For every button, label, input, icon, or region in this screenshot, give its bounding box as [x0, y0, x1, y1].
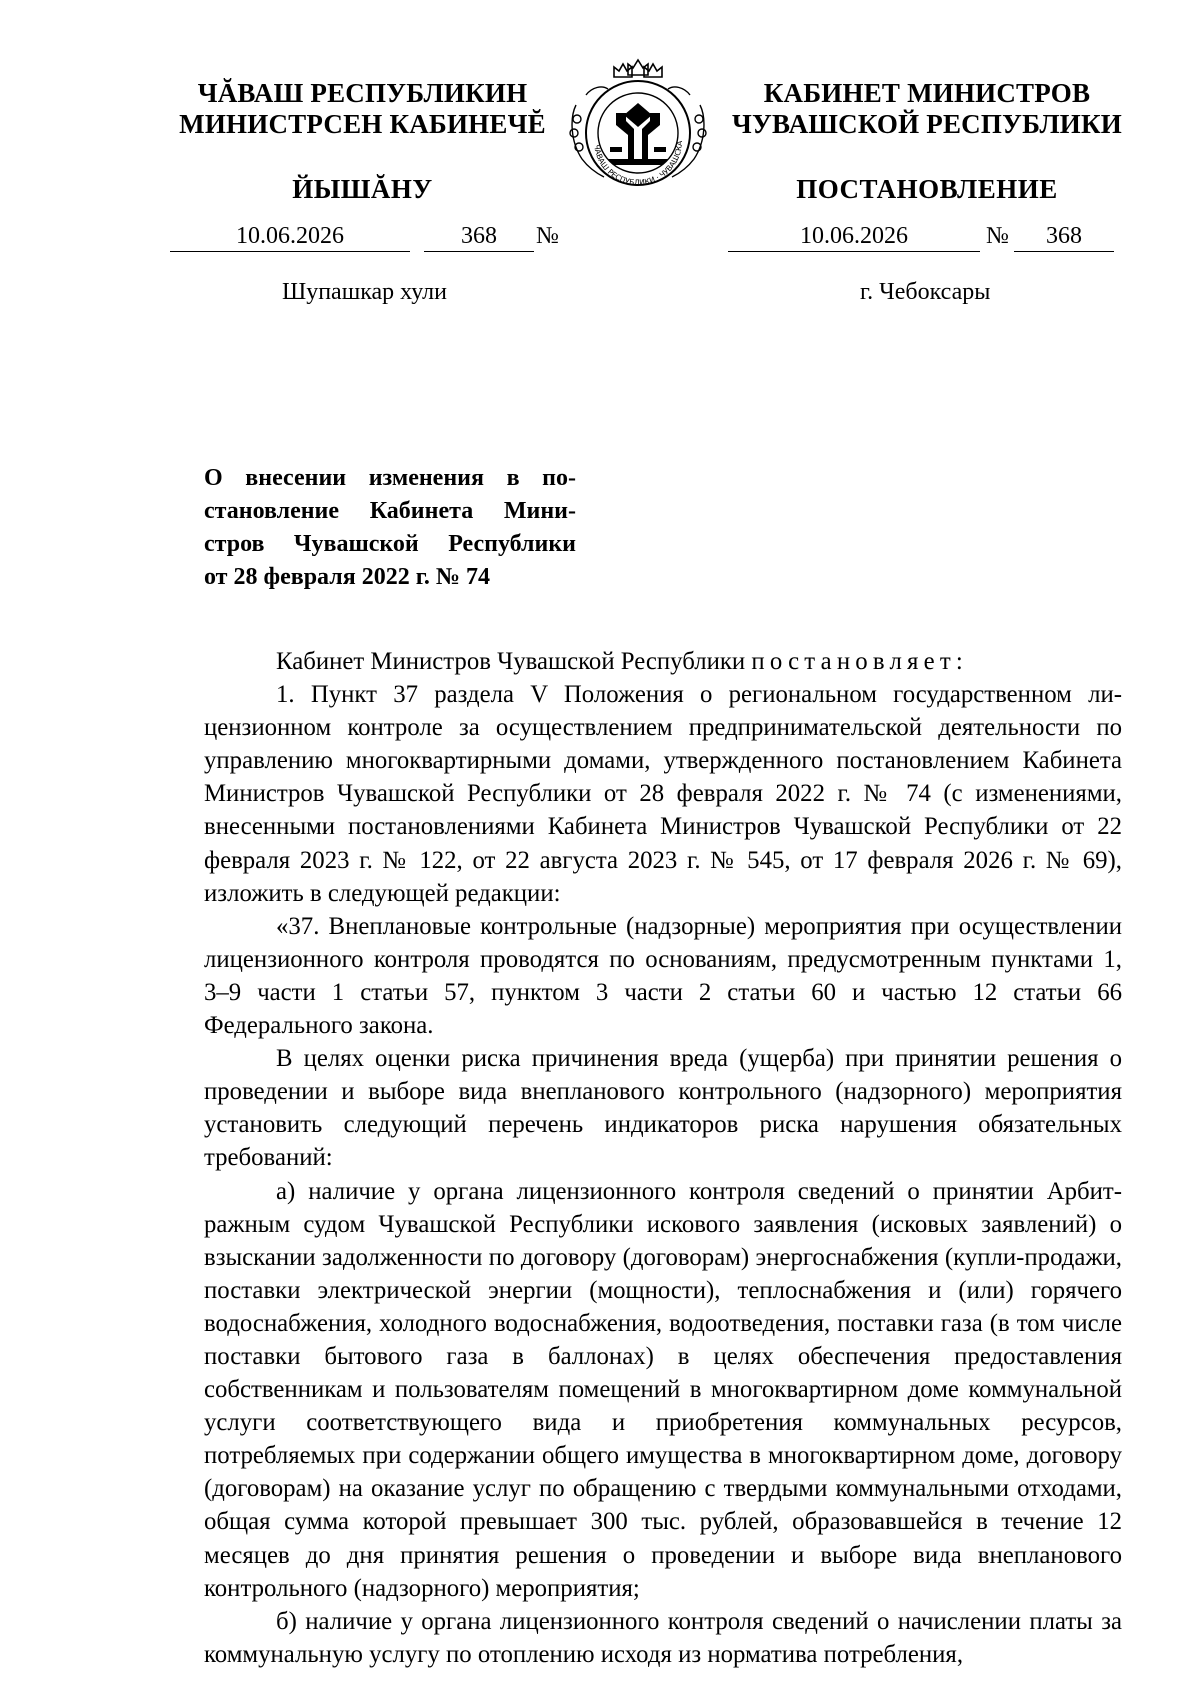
org-name-chuvash-line2: МИНИСТРСЕН КАБИНЕЧĔ [179, 109, 546, 139]
org-name-chuvash-line1: ЧĂВАШ РЕСПУБЛИКИН [197, 78, 528, 108]
left-number-sign: № [536, 223, 559, 249]
paragraph-5: б) наличие у органа лицензионного контроля сведений о начислении платы за коммунальную услугу по отоплению исходя из норматива потребления, [204, 1607, 1122, 1668]
title-line-1: О внесении изменения в по- [204, 465, 576, 491]
org-name-russian-line2: ЧУВАШСКОЙ РЕСПУБЛИКИ [732, 109, 1122, 139]
title-line-3: стров Чувашской Республики [204, 531, 576, 557]
header-right-block [722, 78, 1132, 205]
title-line-4: от 28 февраля 2022 г. № 74 [204, 564, 491, 590]
left-number: 368 [424, 221, 534, 252]
left-date-number-row [0, 221, 600, 253]
header-left-block [150, 78, 575, 205]
intro-prefix: Кабинет Министров Чувашской Республики [276, 648, 752, 675]
intro-suffix: : [955, 648, 963, 675]
paragraph-4: а) наличие у органа лицензионного контроля сведений о принятии Арбитражным судом Чувашской Республики искового заявления (исковых заявлений) о взыскании задолженности по договору (договорам) энергоснабжения (купли-продажи, поставки электрической энергии (мощности), теплоснабжения и (или) горячего водоснабжения, холодного водоснабжения, водоотведения, поставки газа (в том числе поставки бытового газа в баллонах) в целях обеспечения предоставления собственникам и пользователям помещений в многоквартирном доме коммунальной услуги соответствующего вида и приобретения коммунальных ресурсов, потребляемых при содержании общего имущества в многоквартирном доме, договору (договорам) на оказание услуг по обращению с твердыми коммунальными отходами, общая сумма которой превышает 300 тыс. рублей, образовавшейся в течение 12 месяцев до дня принятия решения о проведении и выборе вида внепланового контрольного (надзорного) мероприятия; [204, 1177, 1122, 1602]
svg-text:ЧĂВАШ РЕСПУБЛИКИ · ЧУВАШСКАЯ Р: ЧĂВАШ РЕСПУБЛИКИ · ЧУВАШСКА [592, 140, 685, 188]
intro-paragraph [204, 645, 1122, 678]
paragraph-2: «37. Внеплановые контрольные (надзорные) мероприятия при осуществлении лицензионного контроля проводятся по основаниям, предусмотренным пунктами 1, 3–9 части 1 статьи 57, пунктом 3 части 2 статьи 60 и частью 12 статьи 66 Федерального закона. [204, 912, 1122, 1040]
city-russian: г. Чебоксары [860, 279, 991, 305]
left-date: 10.06.2026 [170, 221, 410, 252]
city-chuvash: Шупашкар хули [282, 279, 447, 305]
intro-verb: постановляет [751, 648, 956, 675]
right-number: 368 [1014, 221, 1114, 252]
right-number-sign: № [986, 223, 1009, 249]
doc-type-chuvash: ЙЫШĂНУ [292, 174, 433, 204]
title-line-2: становление Кабинета Мини- [204, 498, 576, 524]
document-title [204, 462, 576, 594]
org-name-russian-line1: КАБИНЕТ МИНИСТРОВ [763, 78, 1091, 108]
chuvash-emblem-icon [562, 55, 714, 189]
document-body [204, 645, 1122, 1671]
right-date: 10.06.2026 [728, 221, 980, 252]
paragraph-3: В целях оценки риска причинения вреда (ущерба) при принятии решения о проведении и выборе вида внепланового контрольного (надзорного) мероприятия установить следующий перечень индикаторов риска нарушения обязательных требований: [204, 1045, 1122, 1172]
paragraph-1: 1. Пункт 37 раздела V Положения о региональном государственном лицензионном контроле за осуществлением предпринимательской деятельности по управлению многоквартирными домами, утвержденного постановлением Кабинета Министров Чувашской Республики от 28 февраля 2022 г. № 74 (с изменениями, внесенными постановлениями Кабинета Министров Чувашской Республики от 22 февраля 2023 г. № 122, от 22 августа 2023 г. № 545, от 17 февраля 2026 г. № 69), изложить в следующей редакции: [204, 681, 1122, 907]
doc-type-russian: ПОСТАНОВЛЕНИЕ [796, 174, 1058, 204]
right-date-number-row [600, 221, 1200, 253]
